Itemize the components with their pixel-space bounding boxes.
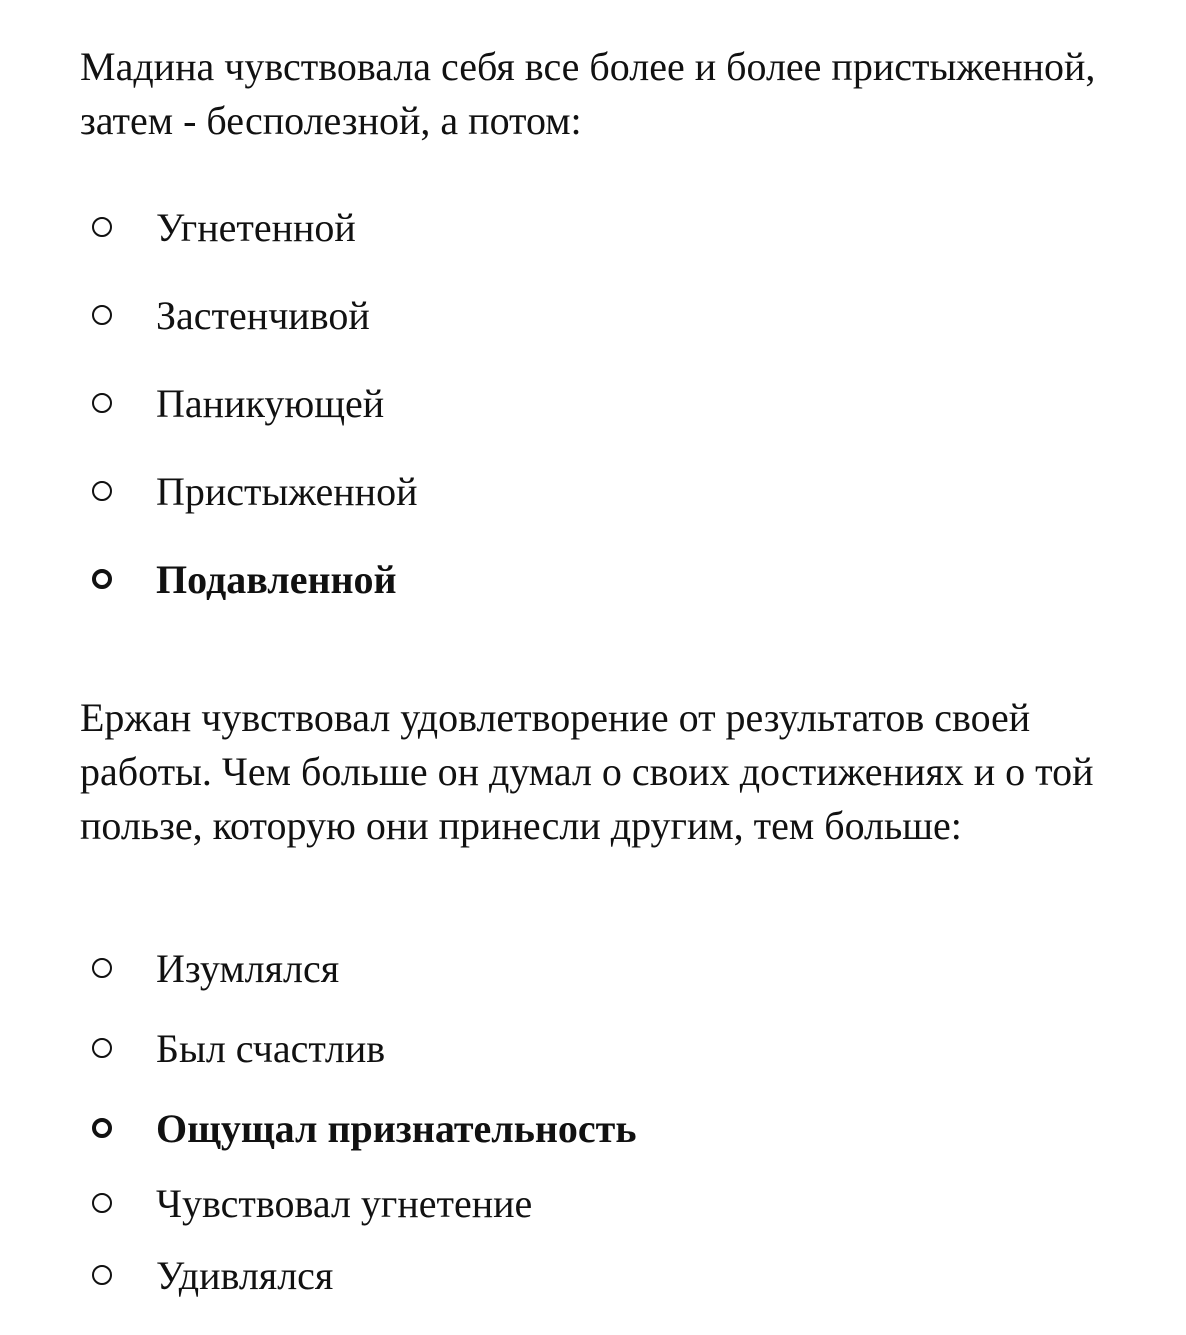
radio-circle-icon[interactable]	[92, 393, 112, 413]
radio-circle-icon[interactable]	[92, 305, 112, 325]
question-2-text: Ержан чувствовал удовлетворение от результатов своей работы. Чем больше он думал о своих достижениях и о той пользе, которую они принесли другим, тем больше:	[80, 695, 1094, 848]
radio-circle-icon[interactable]	[92, 1038, 112, 1058]
q1-option-5[interactable]	[80, 556, 417, 602]
radio-circle-icon[interactable]	[92, 217, 112, 237]
q2-option-3[interactable]	[80, 1105, 637, 1151]
option-label: Угнетенной	[156, 204, 356, 250]
option-label: Ощущал признательность	[156, 1105, 637, 1151]
option-label: Чувствовал угнетение	[156, 1180, 533, 1226]
question-2-options	[80, 945, 637, 1335]
option-label: Паникующей	[156, 380, 385, 426]
option-label: Застенчивой	[156, 292, 370, 338]
q1-option-2[interactable]	[80, 292, 417, 338]
option-label: Подавленной	[156, 556, 397, 602]
radio-circle-icon[interactable]	[92, 1118, 112, 1138]
q2-option-5[interactable]	[80, 1252, 636, 1298]
q1-option-3[interactable]	[80, 380, 417, 426]
radio-circle-icon[interactable]	[92, 481, 112, 501]
q2-option-1[interactable]	[80, 945, 636, 991]
question-1-options	[80, 204, 418, 647]
radio-circle-icon[interactable]	[92, 1265, 112, 1285]
option-label: Удивлялся	[156, 1252, 334, 1298]
q1-option-1[interactable]	[80, 204, 417, 250]
question-1-text: Мадина чувствовала себя все более и более пристыженной, затем - бесполезной, а потом:	[80, 44, 1096, 143]
option-label: Был счастлив	[156, 1025, 386, 1071]
radio-circle-icon[interactable]	[92, 1193, 112, 1213]
q2-option-2[interactable]	[80, 1025, 636, 1071]
option-label: Изумлялся	[156, 945, 340, 991]
radio-circle-icon[interactable]	[92, 569, 112, 589]
option-label: Пристыженной	[156, 468, 418, 514]
q2-option-4[interactable]	[80, 1180, 636, 1226]
q1-option-4[interactable]	[80, 468, 418, 514]
radio-circle-icon[interactable]	[92, 958, 112, 978]
